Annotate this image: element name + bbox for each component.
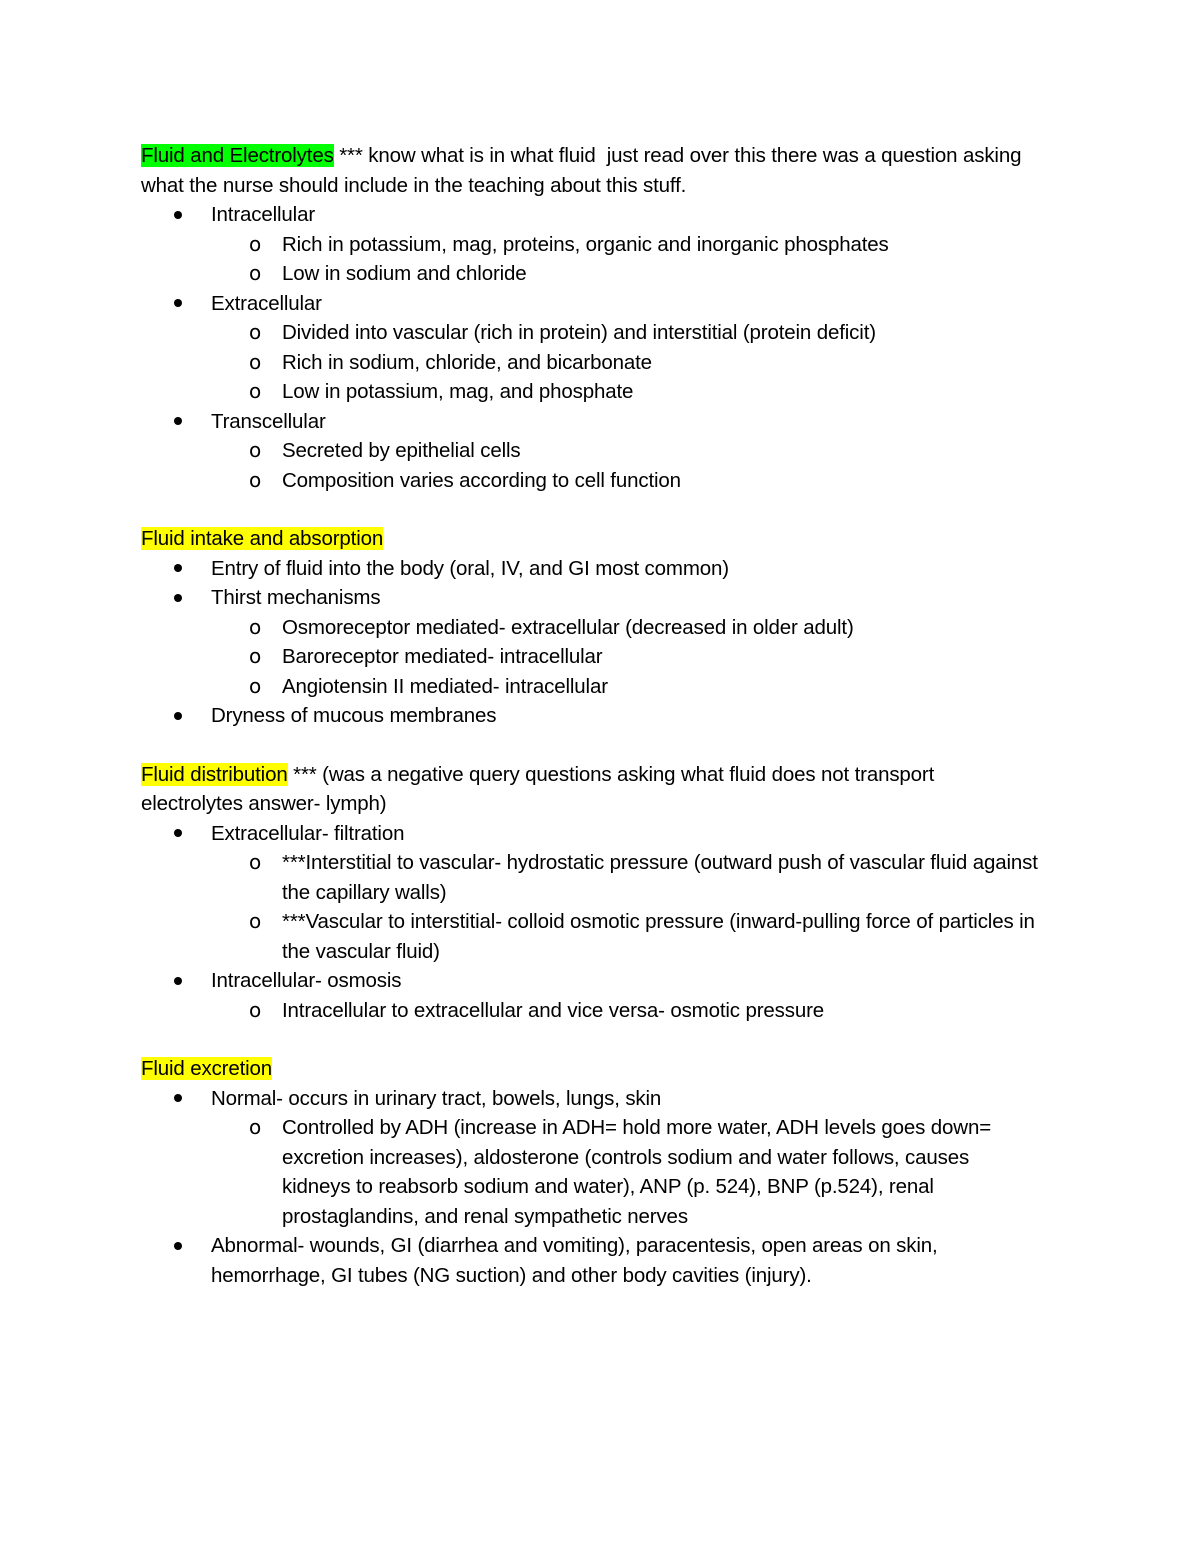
list-item bbox=[141, 819, 1041, 967]
list-item-text: Extracellular bbox=[211, 291, 322, 315]
hollow-circle-bullet-icon: o bbox=[249, 231, 262, 256]
sub-list-item-text: Controlled by ADH (increase in ADH= hold more water, ADH levels goes down= excretion increases), aldosterone (controls sodium and water follows, causes kidneys to reabsorb sodium and water), ANP (p. 524), BNP (p.524), renal prostaglandins, and renal sympathetic nerves bbox=[282, 1116, 992, 1228]
bullet-dot-icon bbox=[174, 583, 183, 613]
hollow-circle-bullet-icon: o bbox=[249, 673, 262, 698]
sub-bullet-list bbox=[141, 436, 1041, 495]
hollow-circle-bullet-icon: o bbox=[249, 438, 262, 462]
sub-list-item bbox=[211, 848, 1041, 907]
sub-list-item-text: Osmoreceptor mediated- extracellular (decreased in older adult) bbox=[282, 615, 854, 639]
section-heading-line bbox=[141, 1054, 1041, 1084]
sub-list-item-text: Low in potassium, mag, and phosphate bbox=[282, 380, 634, 403]
bullet-dot-icon bbox=[174, 407, 183, 437]
sub-list-item bbox=[211, 1113, 1041, 1231]
list-item bbox=[141, 407, 1041, 496]
section-heading-highlight: Fluid and Electrolytes bbox=[141, 144, 334, 167]
sub-bullet-list bbox=[141, 613, 1041, 702]
list-item-text: Entry of fluid into the body (oral, IV, and GI most common) bbox=[211, 556, 729, 580]
sub-list-item-text: Secreted by epithelial cells bbox=[282, 439, 521, 462]
section-heading-line bbox=[141, 760, 1041, 819]
sub-list-item bbox=[211, 613, 1041, 643]
list-item-text: Intracellular- osmosis bbox=[211, 969, 402, 992]
sub-list-item-text: Rich in sodium, chloride, and bicarbonate bbox=[282, 350, 652, 374]
sub-list-item-text: ***Vascular to interstitial- colloid osmotic pressure (inward-pulling force of particles in the vascular fluid) bbox=[282, 910, 1035, 963]
sub-list-item-text: Angiotensin II mediated- intracellular bbox=[282, 674, 608, 698]
sub-list-item-text: Rich in potassium, mag, proteins, organic and inorganic phosphates bbox=[282, 232, 889, 256]
list-item bbox=[141, 1231, 1041, 1290]
sub-list-item bbox=[211, 996, 1041, 1026]
sub-list-item-text: Baroreceptor mediated- intracellular bbox=[282, 645, 603, 668]
list-item-text: Intracellular bbox=[211, 203, 316, 226]
bullet-dot-icon bbox=[174, 289, 183, 319]
hollow-circle-bullet-icon: o bbox=[249, 850, 262, 874]
list-item-text: Dryness of mucous membranes bbox=[211, 704, 497, 727]
bullet-dot-icon bbox=[174, 554, 183, 584]
section bbox=[141, 1054, 1041, 1290]
section bbox=[141, 141, 1041, 495]
list-item bbox=[141, 289, 1041, 407]
sub-bullet-list bbox=[141, 230, 1041, 289]
list-item bbox=[141, 1084, 1041, 1232]
section-heading-note: *** (was a negative query questions asking what fluid does not transport electrolytes answer- lymph) bbox=[141, 762, 940, 815]
document-body bbox=[141, 141, 1041, 1290]
list-item bbox=[141, 701, 1041, 731]
list-item bbox=[141, 200, 1041, 289]
bullet-dot-icon bbox=[174, 819, 183, 849]
bullet-dot-icon bbox=[174, 200, 183, 230]
bullet-list bbox=[141, 200, 1041, 495]
sub-list-item bbox=[211, 436, 1041, 466]
sub-list-item bbox=[211, 672, 1041, 702]
list-item-text: Thirst mechanisms bbox=[211, 586, 381, 609]
sub-list-item-text: Low in sodium and chloride bbox=[282, 262, 527, 285]
hollow-circle-bullet-icon: o bbox=[249, 997, 262, 1022]
bullet-list bbox=[141, 1084, 1041, 1291]
sub-list-item-text: Composition varies according to cell function bbox=[282, 468, 681, 492]
list-item bbox=[141, 966, 1041, 1025]
sub-bullet-list bbox=[141, 996, 1041, 1026]
section bbox=[141, 524, 1041, 731]
hollow-circle-bullet-icon: o bbox=[249, 349, 262, 374]
list-item-text: Abnormal- wounds, GI (diarrhea and vomiting), paracentesis, open areas on skin, hemorrhage, GI tubes (NG suction) and other body cavities (injury). bbox=[211, 1234, 938, 1287]
bullet-dot-icon bbox=[174, 701, 183, 731]
list-item bbox=[141, 583, 1041, 701]
sub-list-item bbox=[211, 259, 1041, 289]
hollow-circle-bullet-icon: o bbox=[249, 614, 262, 639]
section-heading-highlight: Fluid distribution bbox=[141, 762, 288, 786]
sub-list-item bbox=[211, 318, 1041, 348]
section-heading-highlight: Fluid excretion bbox=[141, 1057, 273, 1080]
list-item-text: Normal- occurs in urinary tract, bowels, lungs, skin bbox=[211, 1086, 662, 1110]
sub-list-item-text: Intracellular to extracellular and vice versa- osmotic pressure bbox=[282, 998, 824, 1022]
list-item bbox=[141, 554, 1041, 584]
sub-list-item bbox=[211, 466, 1041, 496]
sub-list-item bbox=[211, 348, 1041, 378]
section-heading-line bbox=[141, 141, 1041, 200]
section bbox=[141, 760, 1041, 1026]
sub-list-item bbox=[211, 230, 1041, 260]
hollow-circle-bullet-icon: o bbox=[249, 379, 262, 403]
section-heading-highlight: Fluid intake and absorption bbox=[141, 527, 384, 550]
hollow-circle-bullet-icon: o bbox=[249, 261, 262, 285]
sub-bullet-list bbox=[141, 848, 1041, 966]
hollow-circle-bullet-icon: o bbox=[249, 467, 262, 492]
list-item-text: Extracellular- filtration bbox=[211, 821, 405, 845]
bullet-list bbox=[141, 819, 1041, 1026]
hollow-circle-bullet-icon: o bbox=[249, 320, 262, 344]
hollow-circle-bullet-icon: o bbox=[249, 909, 262, 933]
bullet-dot-icon bbox=[174, 966, 183, 996]
bullet-list bbox=[141, 554, 1041, 731]
sub-list-item-text: ***Interstitial to vascular- hydrostatic pressure (outward push of vascular fluid against the capillary walls) bbox=[282, 851, 1038, 904]
hollow-circle-bullet-icon: o bbox=[249, 1115, 262, 1139]
sub-list-item bbox=[211, 642, 1041, 672]
sub-list-item bbox=[211, 377, 1041, 407]
bullet-dot-icon bbox=[174, 1084, 183, 1114]
section-heading-line bbox=[141, 524, 1041, 554]
sub-list-item-text: Divided into vascular (rich in protein) and interstitial (protein deficit) bbox=[282, 321, 876, 344]
section-heading-note: *** know what is in what fluid just read over this there was a question asking what the nurse should include in the teaching about this stuff. bbox=[141, 144, 1027, 197]
list-item-text: Transcellular bbox=[211, 409, 326, 433]
bullet-dot-icon bbox=[174, 1231, 183, 1261]
sub-bullet-list bbox=[141, 318, 1041, 407]
sub-list-item bbox=[211, 907, 1041, 966]
hollow-circle-bullet-icon: o bbox=[249, 644, 262, 668]
sub-bullet-list bbox=[141, 1113, 1041, 1231]
